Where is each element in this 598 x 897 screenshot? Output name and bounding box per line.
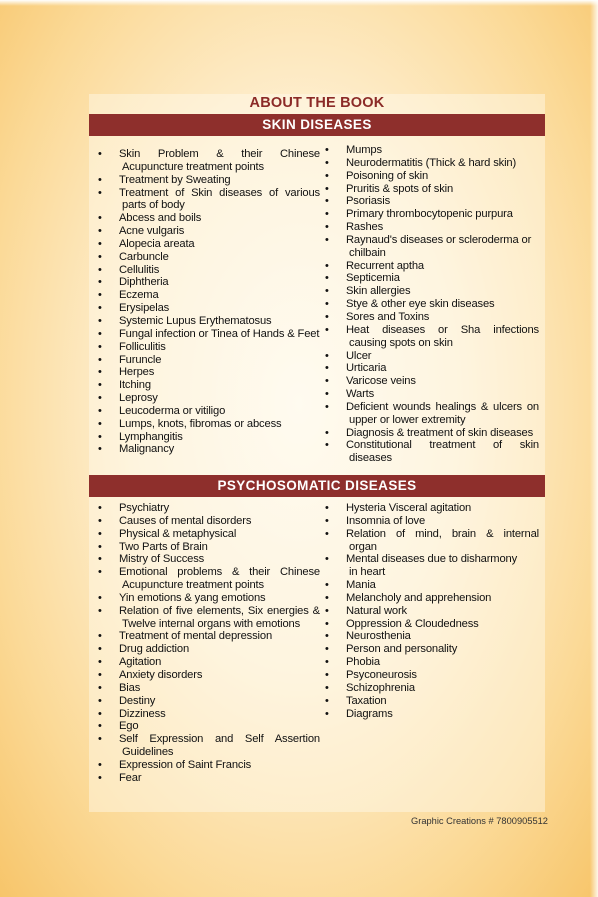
list-item-text: • Anxiety disorders — [119, 668, 203, 681]
list-item — [98, 443, 320, 456]
list-item — [325, 528, 539, 554]
list-item — [325, 221, 539, 234]
list-item — [98, 541, 320, 554]
list-item — [98, 515, 320, 528]
list-item — [98, 643, 320, 656]
list-item-text: • Relation of mind, brain & internal — [346, 527, 539, 540]
list-item-text: • Neurosthenia — [346, 630, 411, 643]
list-item — [98, 148, 320, 174]
list-item — [98, 553, 320, 566]
list-item — [325, 388, 539, 401]
list-item-continuation: organ — [349, 540, 377, 553]
list-item-text: • Rashes — [346, 221, 384, 234]
list-item-text: • Recurrent aptha — [346, 259, 424, 272]
list-item — [325, 311, 539, 324]
list-item-text: • Alopecia areata — [119, 237, 195, 250]
list-item-text: • Psoriasis — [346, 195, 391, 208]
list-item-text: • Primary thrombocytopenic purpura — [346, 208, 513, 221]
list-item-text: • Drug addiction — [119, 643, 190, 656]
skin-list-right — [325, 144, 539, 465]
list-item-continuation: diseases — [349, 452, 392, 465]
list-item — [98, 187, 320, 213]
list-item-text: • Expression of Saint Francis — [119, 758, 252, 771]
list-item-text: • Folliculitis — [119, 340, 166, 353]
list-item — [98, 212, 320, 225]
list-item-continuation: Guidelines — [122, 746, 174, 759]
list-item — [98, 276, 320, 289]
list-item-text: • Fear — [119, 771, 142, 784]
list-item — [98, 502, 320, 515]
list-item — [325, 285, 539, 298]
list-item-text: • Diphtheria — [119, 276, 169, 289]
list-item-text: • Mania — [346, 579, 376, 592]
list-item — [98, 431, 320, 444]
list-item — [98, 528, 320, 541]
list-item-text: • Constitutional treatment of skin — [346, 439, 539, 452]
skin-diseases-heading: SKIN DISEASES — [89, 114, 545, 136]
list-item-text: • Oppression & Cloudedness — [346, 617, 479, 630]
list-item-text: • Schizophrenia — [346, 681, 415, 694]
list-item — [98, 264, 320, 277]
footer-credit: Graphic Creations # 7800905512 — [411, 816, 548, 826]
list-item — [98, 772, 320, 785]
list-item-text: • Mental diseases due to disharmony — [346, 553, 518, 566]
list-item-text: • Itching — [119, 379, 151, 392]
list-item-text: • Deficient wounds healings & ulcers on — [346, 400, 539, 413]
list-item-text: • Mistry of Success — [119, 553, 205, 566]
list-item — [98, 682, 320, 695]
list-item-text: • Warts — [346, 388, 375, 401]
list-item-text: • Neurodermatitis (Thick & hard skin) — [346, 156, 517, 169]
top-edge — [0, 0, 598, 6]
skin-list-left — [98, 148, 320, 456]
list-item — [325, 157, 539, 170]
list-item-text: • Physical & metaphysical — [119, 527, 237, 540]
list-item — [98, 605, 320, 631]
list-item-text: • Person and personality — [346, 643, 458, 656]
list-item-text: • Emotional problems & their Chinese — [119, 566, 320, 579]
list-item-text: • Abcess and boils — [119, 212, 202, 225]
psycho-list-right — [325, 502, 539, 720]
list-item-text: • Yin emotions & yang emotions — [119, 591, 266, 604]
list-item — [98, 669, 320, 682]
list-item — [325, 401, 539, 427]
list-item — [325, 427, 539, 440]
list-item-text: • Dizziness — [119, 707, 166, 720]
list-item — [325, 144, 539, 157]
list-item — [325, 553, 539, 579]
list-item — [325, 375, 539, 388]
list-item-text: • Treatment of Skin diseases of various — [119, 186, 320, 199]
list-item-text: • Poisoning of skin — [346, 169, 429, 182]
list-item — [325, 669, 539, 682]
list-item — [98, 566, 320, 592]
list-item — [325, 656, 539, 669]
list-item-text: • Heat diseases or Sha infections — [346, 323, 539, 336]
list-item-text: • Acne vulgaris — [119, 225, 185, 238]
list-item-text: • Diagnosis & treatment of skin diseases — [346, 426, 534, 439]
list-item-text: • Fungal infection or Tinea of Hands & Feet — [119, 327, 320, 340]
list-item-text: • Lumps, knots, fibromas or abcess — [119, 417, 282, 430]
list-item — [98, 328, 320, 341]
list-item — [325, 643, 539, 656]
list-item-continuation: parts of body — [122, 199, 185, 212]
list-item — [325, 708, 539, 721]
list-item — [325, 592, 539, 605]
list-item-text: • Skin Problem & their Chinese — [119, 148, 320, 160]
list-item-text: • Leprosy — [119, 392, 158, 405]
list-item-text: • Skin allergies — [346, 285, 411, 298]
list-item-text: • Relation of five elements, Six energies & — [119, 604, 320, 617]
list-item — [98, 379, 320, 392]
list-item-text: • Eczema — [119, 289, 159, 302]
list-item — [325, 630, 539, 643]
list-item-text: • Agitation — [119, 656, 162, 669]
list-item — [98, 656, 320, 669]
list-item-continuation: causing spots on skin — [349, 336, 453, 349]
list-item-continuation: upper or lower extremity — [349, 413, 466, 426]
list-item-text: • Erysipelas — [119, 302, 170, 315]
list-item-continuation: in heart — [349, 566, 386, 579]
list-item — [98, 366, 320, 379]
list-item — [98, 341, 320, 354]
list-item — [98, 174, 320, 187]
list-item — [325, 208, 539, 221]
list-item — [325, 618, 539, 631]
list-item — [98, 733, 320, 759]
list-item — [325, 350, 539, 363]
list-item — [98, 289, 320, 302]
list-item — [98, 392, 320, 405]
list-item-text: • Herpes — [119, 366, 155, 379]
list-item — [325, 170, 539, 183]
list-item-text: • Melancholy and apprehension — [346, 591, 492, 604]
list-item — [325, 324, 539, 350]
list-item-text: • Mumps — [346, 144, 382, 156]
list-item-text: • Furuncle — [119, 353, 162, 366]
page-title: ABOUT THE BOOK — [249, 95, 385, 111]
list-item — [98, 354, 320, 367]
list-item — [98, 708, 320, 721]
right-edge-band — [590, 0, 598, 897]
list-item-text: • Carbuncle — [119, 250, 169, 263]
list-item — [98, 405, 320, 418]
list-item — [325, 515, 539, 528]
list-item — [98, 225, 320, 238]
list-item — [98, 720, 320, 733]
list-item — [325, 362, 539, 375]
list-item-text: • Phobia — [346, 656, 380, 669]
list-item-text: • Natural work — [346, 604, 407, 617]
list-item-text: • Raynaud's diseases or scleroderma or — [346, 233, 532, 246]
list-item-text: • Stye & other eye skin diseases — [346, 298, 495, 311]
list-item-text: • Ego — [119, 720, 139, 733]
list-item — [98, 695, 320, 708]
psychosomatic-diseases-heading: PSYCHOSOMATIC DISEASES — [89, 475, 545, 497]
list-item — [98, 592, 320, 605]
list-item — [325, 298, 539, 311]
list-item-text: • Treatment by Sweating — [119, 173, 231, 186]
list-item — [98, 630, 320, 643]
list-item-text: • Ulcer — [346, 349, 372, 362]
list-item — [98, 418, 320, 431]
list-item — [325, 695, 539, 708]
list-item-text: • Pruritis & spots of skin — [346, 182, 454, 195]
list-item-text: • Hysteria Visceral agitation — [346, 502, 472, 514]
list-item — [98, 251, 320, 264]
list-item — [325, 234, 539, 260]
list-item-text: • Lymphangitis — [119, 430, 183, 443]
list-item — [325, 605, 539, 618]
list-item-text: • Bias — [119, 681, 141, 694]
list-item — [325, 579, 539, 592]
list-item-text: • Leucoderma or vitiligo — [119, 404, 226, 417]
list-item — [98, 759, 320, 772]
list-item-text: • Septicemia — [346, 272, 400, 285]
list-item-text: • Destiny — [119, 694, 156, 707]
list-item — [98, 302, 320, 315]
list-item-text: • Self Expression and Self Assertion — [119, 733, 320, 746]
list-item-text: • Psyconeurosis — [346, 668, 417, 681]
list-item — [325, 502, 539, 515]
list-item-text: • Systemic Lupus Erythematosus — [119, 314, 272, 327]
list-item — [325, 195, 539, 208]
list-item — [325, 260, 539, 273]
about-book-panel — [89, 94, 545, 812]
list-item-text: • Two Parts of Brain — [119, 540, 208, 553]
list-item-text: • Varicose veins — [346, 375, 416, 388]
list-item-continuation: Acupuncture treatment points — [122, 579, 264, 592]
list-item-text: • Diagrams — [346, 707, 393, 720]
list-item — [325, 682, 539, 695]
list-item-text: • Insomnia of love — [346, 514, 426, 527]
list-item-continuation: chilbain — [349, 246, 386, 259]
list-item-text: • Sores and Toxins — [346, 310, 430, 323]
list-item-text: • Psychiatry — [119, 502, 170, 514]
list-item-continuation: Acupuncture treatment points — [122, 160, 264, 173]
list-item-text: • Treatment of mental depression — [119, 630, 273, 643]
list-item-text: • Urticaria — [346, 362, 387, 375]
list-item — [98, 315, 320, 328]
list-item — [98, 238, 320, 251]
list-item-text: • Malignancy — [119, 443, 175, 456]
list-item-text: • Taxation — [346, 694, 387, 707]
list-item-text: • Causes of mental disorders — [119, 514, 252, 527]
list-item-text: • Cellulitis — [119, 263, 160, 276]
list-item — [325, 183, 539, 196]
list-item — [325, 439, 539, 465]
list-item — [325, 272, 539, 285]
psycho-list-left — [98, 502, 320, 785]
list-item-continuation: Twelve internal organs with emotions — [122, 617, 301, 630]
